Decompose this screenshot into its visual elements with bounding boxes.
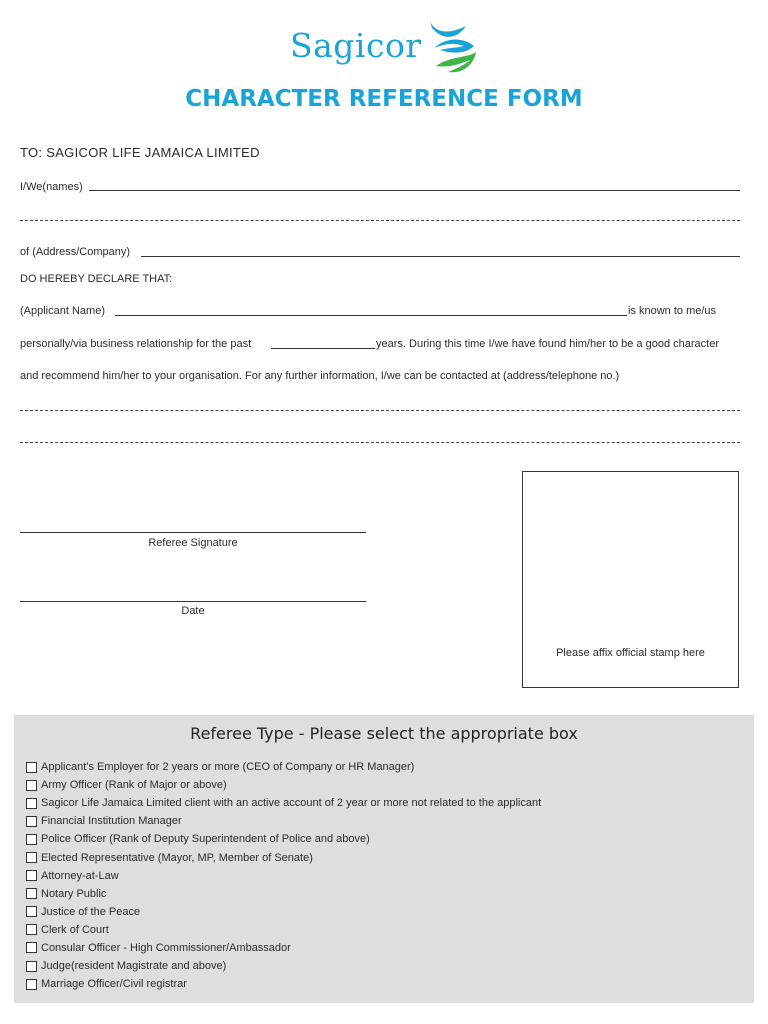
names-label: I/We(names): [20, 181, 83, 193]
option-label: Clerk of Court: [41, 923, 109, 936]
stamp-box: [522, 471, 739, 688]
referee-option-marriage-officer[interactable]: [26, 975, 541, 993]
option-label: Applicant’s Employer for 2 years or more (CEO of Company or HR Manager): [41, 761, 415, 774]
date-label: Date: [181, 605, 205, 617]
referee-type-title: Referee Type - Please select the appropriate box: [190, 724, 578, 743]
declare-heading: DO HEREBY DECLARE THAT:: [20, 273, 173, 285]
referee-option-sagicor-client[interactable]: [26, 794, 541, 812]
referee-signature-label: Referee Signature: [148, 537, 238, 549]
referee-option-justice-of-peace[interactable]: [26, 903, 541, 921]
checkbox-icon[interactable]: [26, 979, 37, 990]
contact-line-2[interactable]: [20, 442, 740, 443]
checkbox-icon[interactable]: [26, 942, 37, 953]
option-label: Army Officer (Rank of Major or above): [41, 779, 227, 792]
relationship-prefix: personally/via business relationship for the past: [20, 338, 252, 350]
date-line[interactable]: [20, 601, 366, 602]
contact-line-1[interactable]: [20, 410, 740, 411]
checkbox-icon[interactable]: [26, 816, 37, 827]
applicant-name-field[interactable]: [115, 315, 627, 316]
names-field[interactable]: [89, 190, 740, 191]
referee-option-notary[interactable]: [26, 885, 541, 903]
referee-option-financial-manager[interactable]: [26, 812, 541, 830]
option-label: Judge(resident Magistrate and above): [41, 960, 227, 973]
referee-option-employer[interactable]: [26, 758, 541, 776]
checkbox-icon[interactable]: [26, 798, 37, 809]
checkbox-icon[interactable]: [26, 888, 37, 899]
option-label: Notary Public: [41, 887, 107, 900]
checkbox-icon[interactable]: [26, 852, 37, 863]
address-label: of (Address/Company): [20, 246, 131, 258]
option-label: Police Officer (Rank of Deputy Superintendent of Police and above): [41, 833, 370, 846]
stamp-label: Please affix official stamp here: [556, 647, 705, 659]
referee-option-police-officer[interactable]: [26, 830, 541, 848]
known-suffix: is known to me/us: [628, 305, 717, 317]
checkbox-icon[interactable]: [26, 834, 37, 845]
referee-type-panel: [14, 715, 754, 1003]
option-label: Justice of the Peace: [41, 905, 141, 918]
checkbox-icon[interactable]: [26, 870, 37, 881]
option-label: Marriage Officer/Civil registrar: [41, 978, 187, 991]
option-label: Consular Officer - High Commissioner/Ambassador: [41, 941, 291, 954]
relationship-suffix: years. During this time I/we have found him/her to be a good character: [376, 338, 720, 350]
recommend-text: and recommend him/her to your organisation. For any further information, I/we can be contacted at (address/telephone no.): [20, 370, 620, 382]
applicant-label: (Applicant Name): [20, 305, 105, 317]
checkbox-icon[interactable]: [26, 961, 37, 972]
referee-signature-line[interactable]: [20, 532, 366, 533]
checkbox-icon[interactable]: [26, 906, 37, 917]
referee-option-army-officer[interactable]: [26, 776, 541, 794]
addressee-line: TO: SAGICOR LIFE JAMAICA LIMITED: [20, 145, 260, 160]
referee-option-clerk-of-court[interactable]: [26, 921, 541, 939]
form-title: CHARACTER REFERENCE FORM: [185, 86, 583, 112]
checkbox-icon[interactable]: [26, 762, 37, 773]
checkbox-icon[interactable]: [26, 924, 37, 935]
referee-option-judge[interactable]: [26, 957, 541, 975]
names-continuation-line[interactable]: [20, 220, 740, 221]
option-label: Sagicor Life Jamaica Limited client with an active account of 2 year or more not related to the applicant: [41, 797, 542, 810]
referee-type-options: [26, 758, 541, 993]
referee-option-attorney[interactable]: [26, 867, 541, 885]
checkbox-icon[interactable]: [26, 780, 37, 791]
option-label: Financial Institution Manager: [41, 815, 182, 828]
brand-name: Sagicor: [290, 26, 422, 65]
address-field[interactable]: [141, 256, 740, 257]
years-field[interactable]: [271, 348, 375, 349]
referee-option-elected-representative[interactable]: [26, 848, 541, 866]
sagicor-logo-icon: [424, 18, 480, 76]
option-label: Elected Representative (Mayor, MP, Member of Senate): [41, 851, 313, 864]
option-label: Attorney-at-Law: [41, 869, 119, 882]
referee-option-consular-officer[interactable]: [26, 939, 541, 957]
